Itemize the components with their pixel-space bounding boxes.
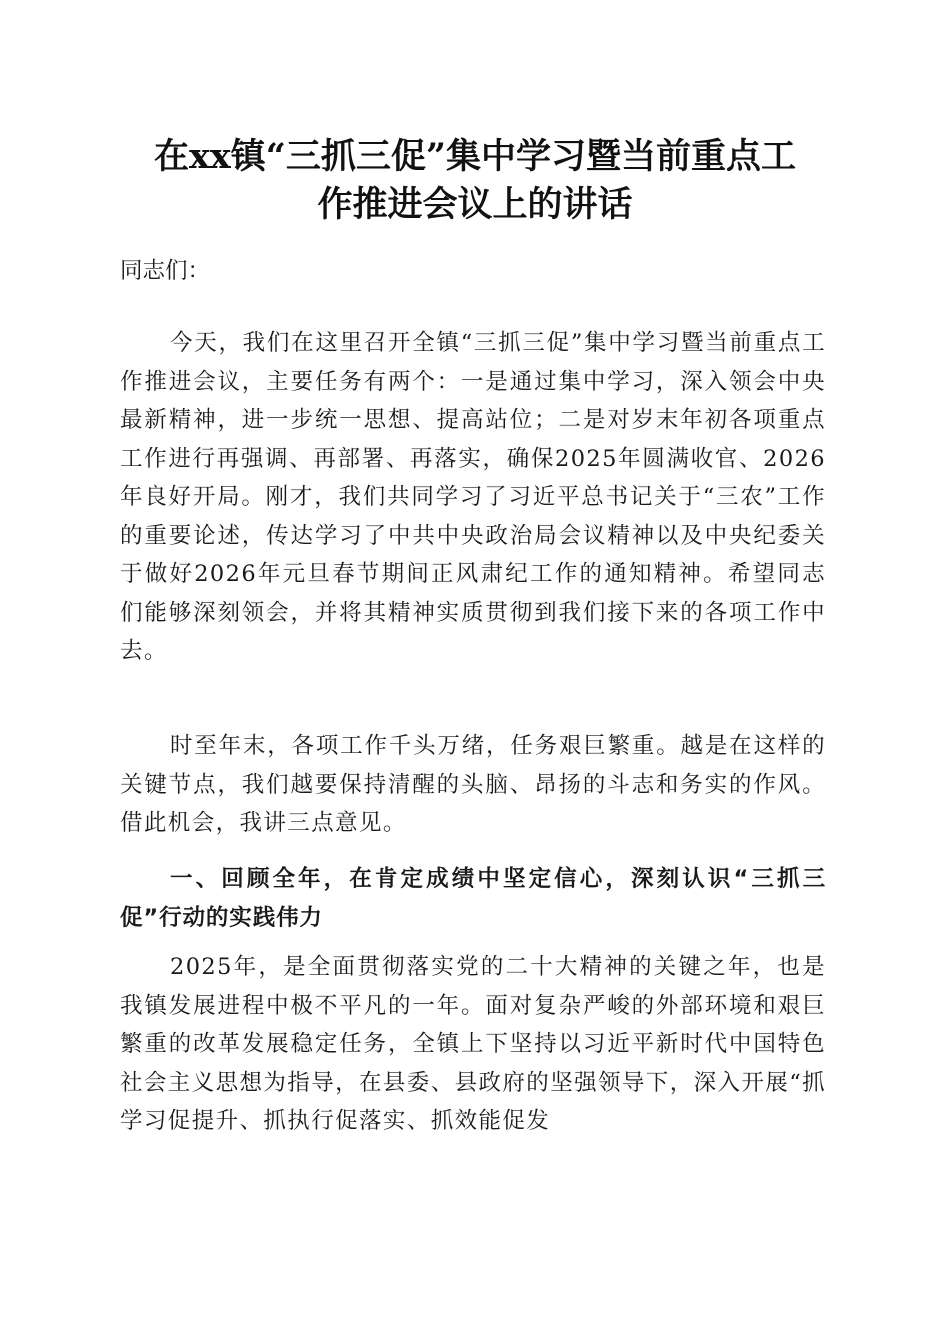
intro-paragraph-1: 今天，我们在这里召开全镇“三抓三促”集中学习暨当前重点工作推进会议，主要任务有两个：一是通过集中学习，深入领会中央最新精神，进一步统一思想、提高站位；二是对岁末年初各项重点工作进行再强调、再部署、再落实，确保2025年圆满收官、2026年良好开局。刚才，我们共同学习了习近平总书记关于“三农”工作的重要论述，传达学习了中共中央政治局会议精神以及中央纪委关于做好2026年元旦春节期间正风肃纪工作的通知精神。希望同志们能够深刻领会，并将其精神实质贯彻到我们接下来的各项工作中去。: [120, 330, 826, 664]
salutation: 同志们：: [120, 258, 211, 284]
section-heading-1: 一、回顾全年，在肯定成绩中坚定信心，深刻认识“三抓三促”行动的实践伟力: [120, 866, 826, 931]
document-title: [110, 133, 840, 229]
intro-paragraph-2: 时至年末，各项工作千头万绪，任务艰巨繁重。越是在这样的关键节点，我们越要保持清醒的头脑、昂扬的斗志和务实的作风。借此机会，我讲三点意见。: [120, 733, 826, 836]
title-line-2: 作推进会议上的讲话: [317, 184, 633, 225]
title-line-1: 在xx镇“三抓三促”集中学习暨当前重点工: [154, 136, 796, 177]
section-1-paragraph: 2025年，是全面贯彻落实党的二十大精神的关键之年，也是我镇发展进程中极不平凡的一年。面对复杂严峻的外部环境和艰巨繁重的改革发展稳定任务，全镇上下坚持以习近平新时代中国特色社会主义思想为指导，在县委、县政府的坚强领导下，深入开展“抓学习促提升、抓执行促落实、抓效能促发: [120, 954, 827, 1134]
